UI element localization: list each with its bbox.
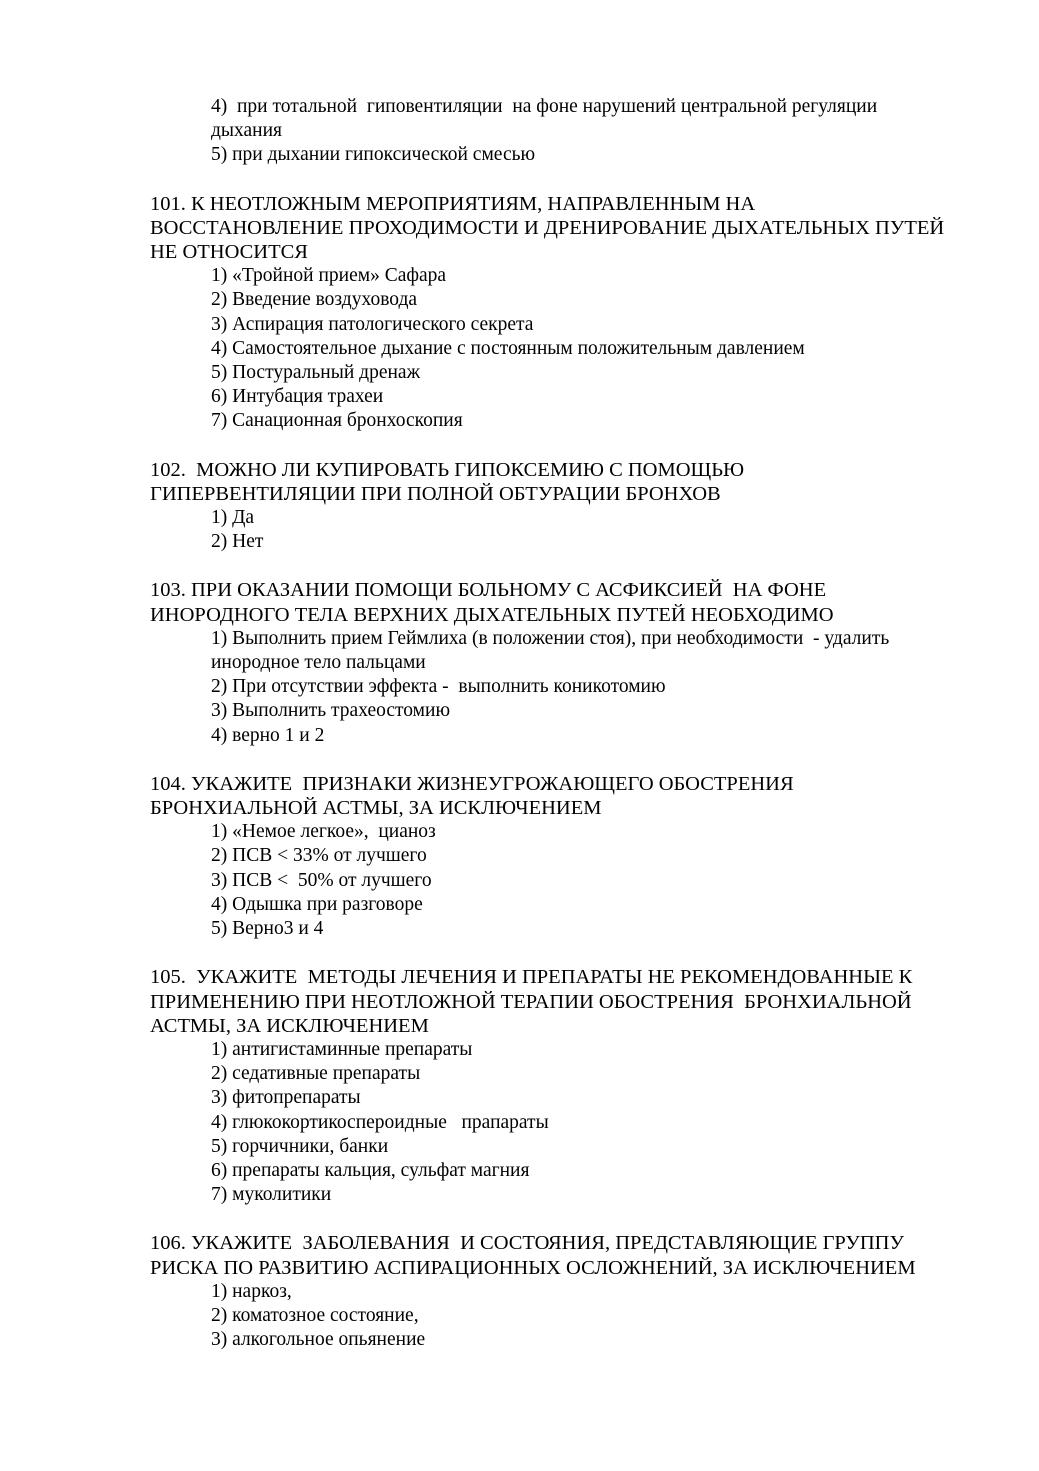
option-text: 3) алкогольное опьянение: [211, 1329, 426, 1351]
option-text: 7) Санационная бронхоскопия: [211, 410, 463, 432]
option-text: 5) Постуральный дренаж: [211, 362, 421, 384]
option-text: 5) при дыхании гипоксической смесью: [211, 144, 536, 166]
option-text: 3) Аспирация патологического секрета: [211, 313, 534, 335]
question-text: 105. УКАЖИТЕ МЕТОДЫ ЛЕЧЕНИЯ И ПРЕПАРАТЫ НЕ РЕКОМЕНДОВАННЫЕ К ПРИМЕНЕНИЮ ПРИ НЕОТЛОЖНОЙ ТЕРАПИИ ОБОСТРЕНИЯ БРОНХИАЛЬНОЙ АСТМЫ, ЗА ИСКЛЮЧЕНИЕМ: [150, 966, 913, 1037]
option-text: 2) седативные препараты: [211, 1063, 421, 1085]
option-text: 3) Выполнить трахеостомию: [211, 700, 451, 722]
option-text: 2) Введение воздуховода: [211, 289, 418, 311]
option-text: 1) Да: [211, 507, 255, 529]
option-text: 6) препараты кальция, сульфат магния: [211, 1159, 530, 1181]
question-block-103: [150, 578, 979, 747]
option-text: 2) коматозное состояние,: [211, 1304, 419, 1326]
option-text: 3) ПСВ < 50% от лучшего: [211, 869, 432, 891]
question-text: 103. ПРИ ОКАЗАНИИ ПОМОЩИ БОЛЬНОМУ С АСФИКСИЕЙ НА ФОНЕ ИНОРОДНОГО ТЕЛА ВЕРХНИХ ДЫХАТЕЛЬНЫХ ПУТЕЙ НЕОБХОДИМО: [150, 579, 834, 626]
spacer: [150, 1207, 979, 1231]
option-text: 4) глюкокортикоспероидные прапараты: [211, 1111, 549, 1133]
option-text: 1) «Тройной прием» Сафара: [211, 265, 447, 287]
option-text: 4) при тотальной гиповентиляции на фоне нарушений центральной регуляции дыхания: [211, 96, 878, 142]
option-text: 5) Верно3 и 4: [211, 918, 324, 940]
option-text: 2) При отсутствии эффекта - выполнить коникотомию: [211, 676, 666, 698]
question-block-102: [150, 458, 979, 555]
question-text: 101. К НЕОТЛОЖНЫМ МЕРОПРИЯТИЯМ, НАПРАВЛЕННЫМ НА ВОССТАНОВЛЕНИЕ ПРОХОДИМОСТИ И ДРЕНИРОВАНИЕ ДЫХАТЕЛЬНЫХ ПУТЕЙ НЕ ОТНОСИТСЯ: [150, 192, 945, 264]
option-text: 1) антигистаминные препараты: [211, 1038, 473, 1060]
spacer: [150, 554, 979, 578]
option-text: 7) муколитики: [211, 1184, 332, 1206]
question-text: 102. МОЖНО ЛИ КУПИРОВАТЬ ГИПОКСЕМИЮ С ПОМОЩЬЮ ГИПЕРВЕНТИЛЯЦИИ ПРИ ПОЛНОЙ ОБТУРАЦИИ БРОНХОВ: [150, 458, 745, 505]
option-text: 4) Одышка при разговоре: [211, 893, 423, 915]
option-text: 1) Выполнить прием Геймлиха (в положении стоя), при необходимости - удалить инородное тело пальцами: [211, 627, 890, 674]
option-text: 4) верно 1 и 2: [211, 724, 325, 746]
option-text: 2) ПСВ < 33% от лучшего: [211, 845, 427, 867]
option-text: 5) горчичники, банки: [211, 1135, 389, 1157]
option-text: 1) «Немое легкое», цианоз: [211, 821, 436, 843]
question-text: 104. УКАЖИТЕ ПРИЗНАКИ ЖИЗНЕУГРОЖАЮЩЕГО ОБОСТРЕНИЯ БРОНХИАЛЬНОЙ АСТМЫ, ЗА ИСКЛЮЧЕНИЕМ: [150, 772, 794, 820]
spacer: [150, 168, 979, 192]
spacer: [150, 941, 979, 965]
question-block-101: [150, 192, 979, 434]
option-text: 2) Нет: [211, 531, 264, 553]
continued-options: [150, 95, 979, 168]
question-block-105: [150, 965, 979, 1207]
option-text: 1) наркоз,: [211, 1280, 292, 1302]
spacer: [150, 434, 979, 458]
option-text: 6) Интубация трахеи: [211, 386, 384, 408]
question-text: 106. УКАЖИТЕ ЗАБОЛЕВАНИЯ И СОСТОЯНИЯ, ПРЕДСТАВЛЯЮЩИЕ ГРУППУ РИСКА ПО РАЗВИТИЮ АСПИРАЦИОННЫХ ОСЛОЖНЕНИЙ, ЗА ИСКЛЮЧЕНИЕМ: [150, 1232, 916, 1279]
question-block-104: [150, 772, 979, 941]
option-text: 3) фитопрепараты: [211, 1087, 361, 1109]
option-text: 4) Самостоятельное дыхание с постоянным положительным давлением: [211, 337, 805, 359]
question-block-106: [150, 1231, 979, 1352]
spacer: [150, 748, 979, 772]
